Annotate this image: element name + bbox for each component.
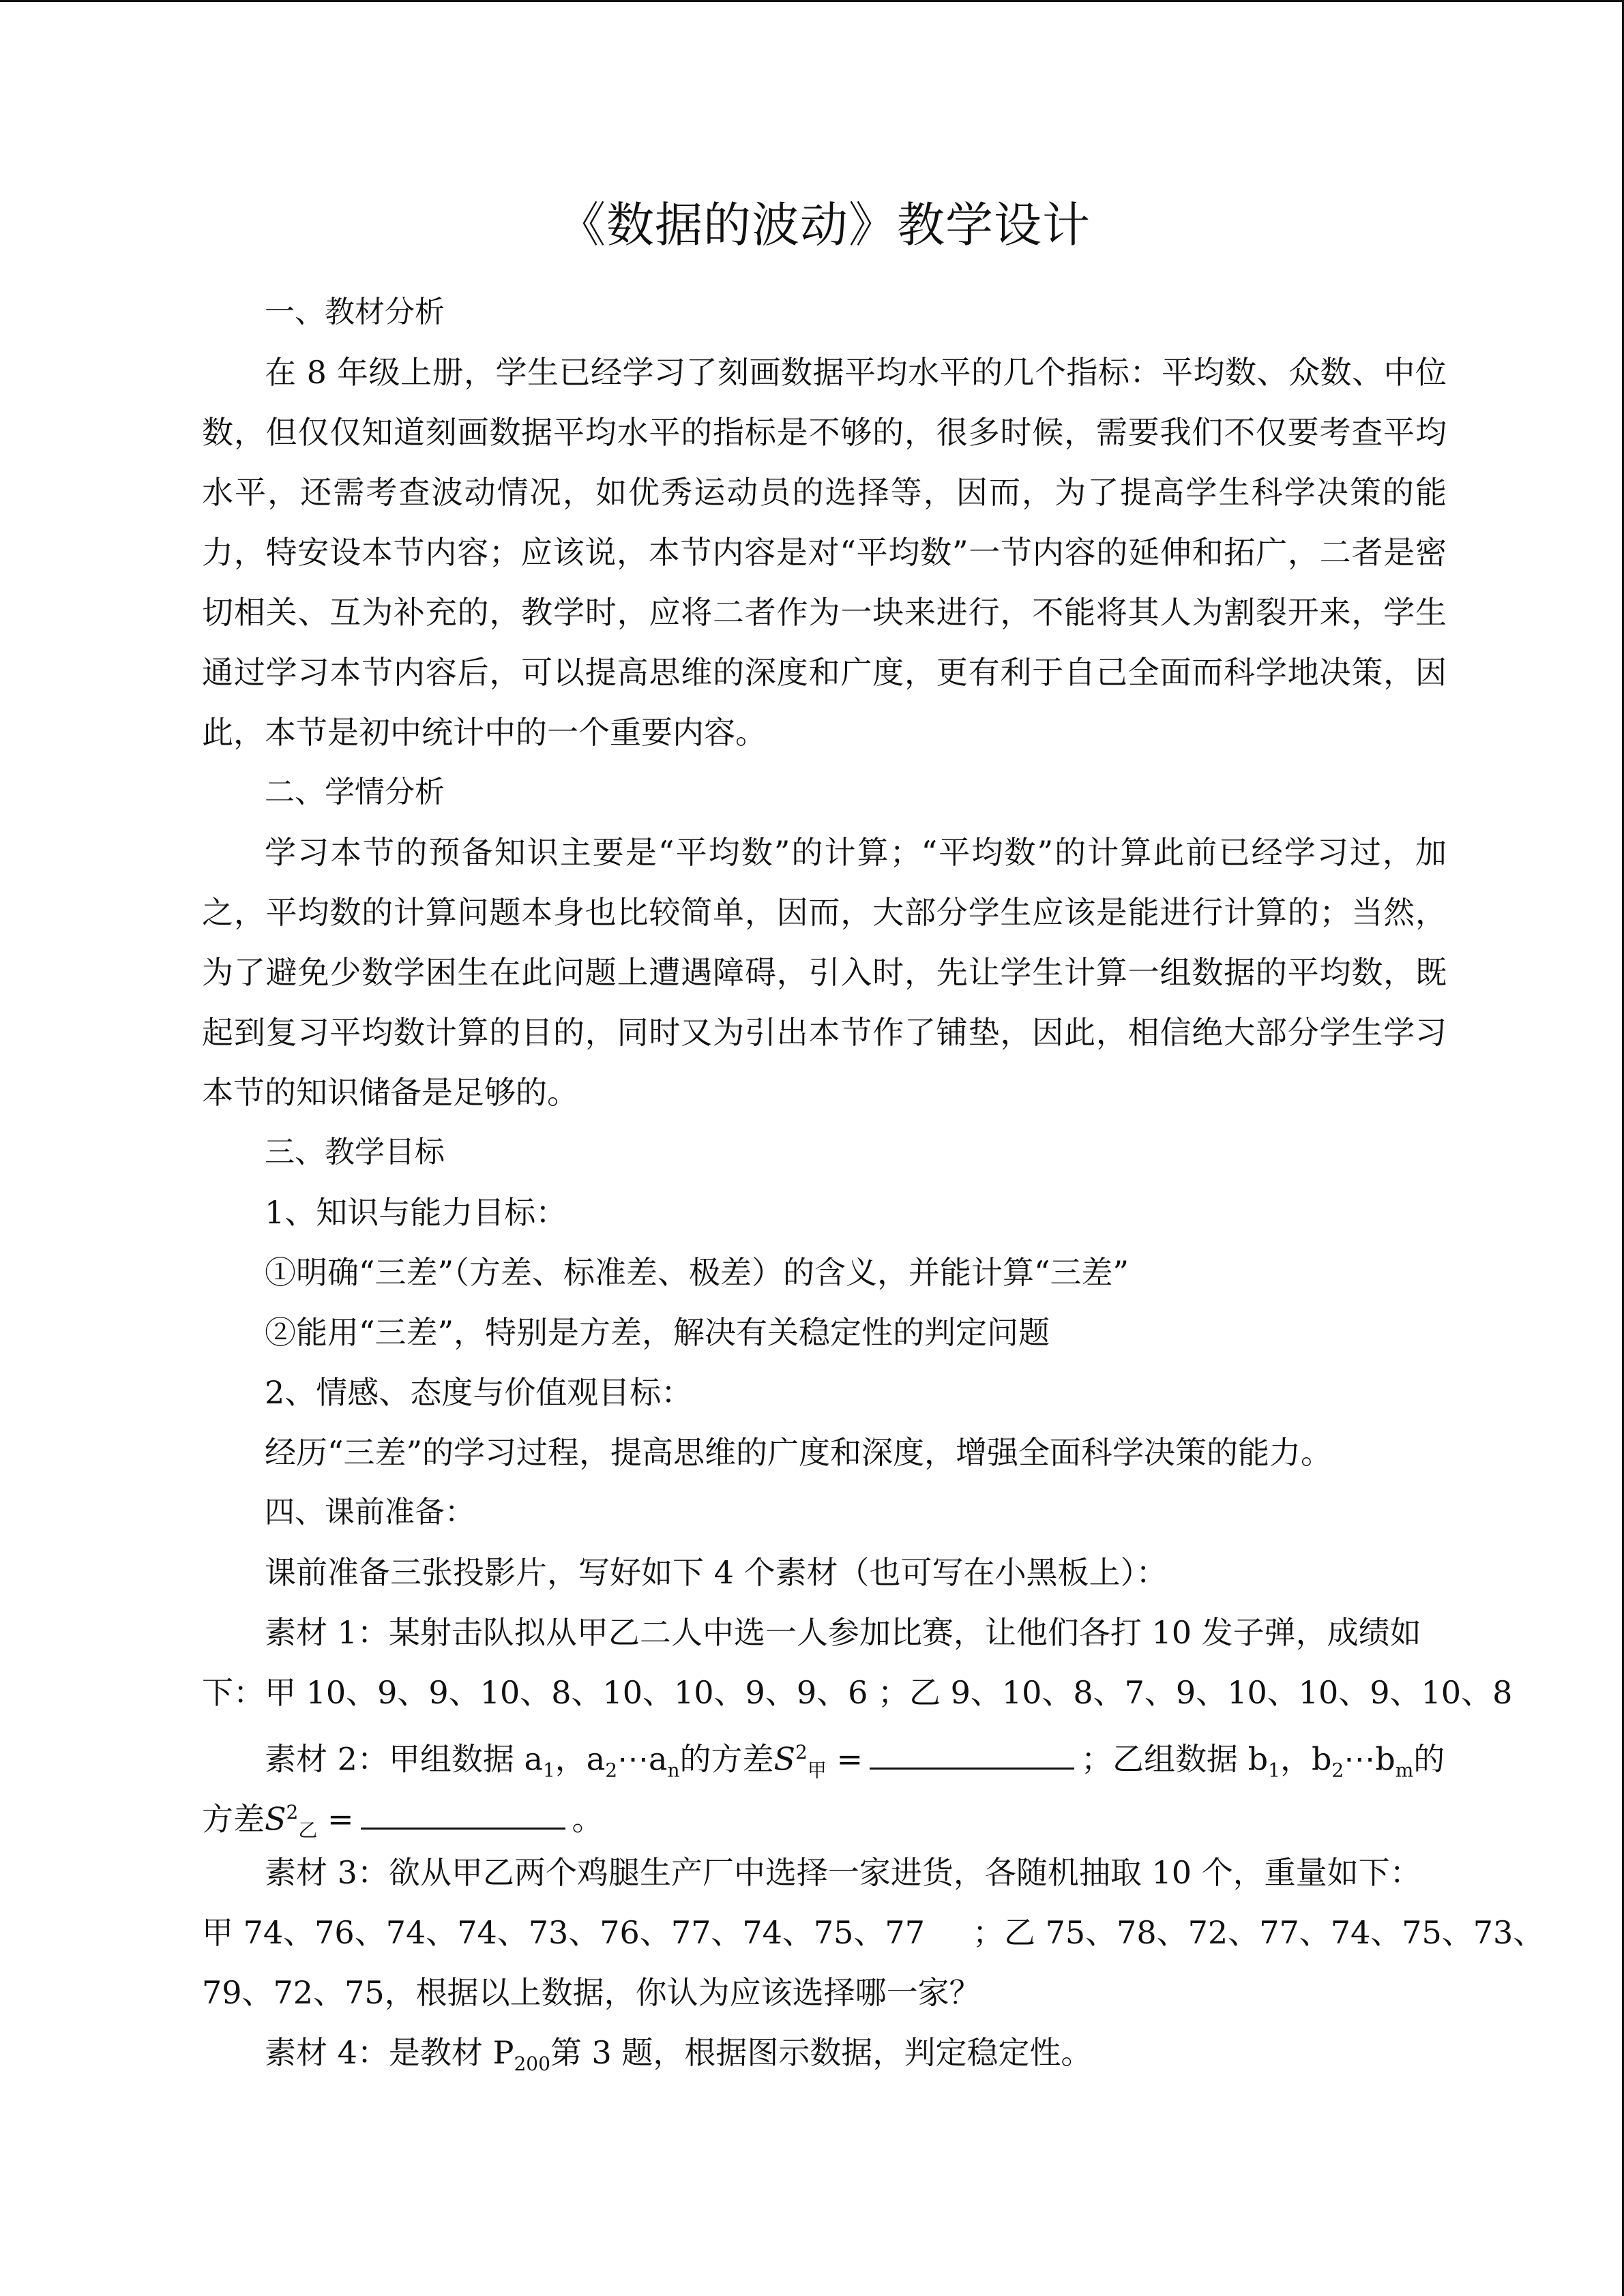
m2-dots2: ⋯b bbox=[1344, 1740, 1396, 1778]
m2-s-sub-yi: 乙 bbox=[298, 1819, 318, 1842]
goal-item-3: 经历“三差”的学习过程，提高思维的广度和深度，增强全面科学决策的能力。 bbox=[265, 1434, 1333, 1471]
m2-variance-label: 的方差 bbox=[679, 1740, 774, 1778]
section-text-student-analysis: 学习本节的预备知识主要是“平均数”的计算；“平均数”的计算此前已经学习过，加之，平均数的计算问题本身也比较简单，因而，大部分学生应该是能进行计算的；当然，为了避免少数学困生在此问题上遭遇障碍，引入时，先让学生计算一组数据的平均数，既起到复习平均数计算的目的，同时又为引出本节作了铺垫，因此，相信绝大部分学生学习本节的知识储备是足够的。 bbox=[202, 834, 1447, 1111]
section-text-textbook-analysis: 在 8 年级上册，学生已经学习了刻画数据平均水平的几个指标：平均数、众数、中位数，但仅仅知道刻画数据平均水平的指标是不够的，很多时候，需要我们不仅要考查平均水平，还需考查波动情况，如优秀运动员的选择等，因而，为了提高学生科学决策的能力，特安设本节内容；应该说，本节内容是对“平均数”一节内容的延伸和拓广，二者是密切相关、互为补充的，教学时，应将二者作为一块来进行，不能将其人为割裂开来，学生通过学习本节内容后，可以提高思维的深度和广度，更有利于自己全面而科学地决策，因此，本节是初中统计中的一个重要内容。 bbox=[202, 354, 1447, 751]
m2-line2-prefix: 方差 bbox=[202, 1800, 265, 1838]
page-title: 《数据的波动》教学设计 bbox=[558, 197, 1091, 253]
m4-suffix: 第 3 题，根据图示数据，判定稳定性。 bbox=[550, 2034, 1093, 2071]
m2-end: 。 bbox=[572, 1800, 604, 1838]
section-heading-student-analysis: 二、学情分析 bbox=[265, 775, 445, 809]
material-4 bbox=[202, 2023, 1447, 2083]
m2-s-symbol-jia: S bbox=[773, 1740, 796, 1778]
m3-yi-data: ；乙 75、78、72、77、74、75、73、 bbox=[972, 1914, 1545, 1951]
m2-an-sub: n bbox=[667, 1759, 680, 1782]
material-3-line-1: 素材 3：欲从甲乙两个鸡腿生产厂中选择一家进货，各随机抽取 10 个，重量如下： bbox=[265, 1854, 1421, 1891]
m3-jia-data: 甲 74、76、74、74、73、76、77、74、75、77 bbox=[202, 1914, 925, 1951]
page-border-top bbox=[0, 0, 1624, 2]
answer-blank-jia[interactable] bbox=[870, 1740, 1074, 1770]
material-2-line-1 bbox=[202, 1723, 1447, 1783]
m2-a2-sub: 2 bbox=[605, 1759, 618, 1782]
m2-s-sub-jia: 甲 bbox=[807, 1759, 827, 1782]
m2-equals-jia: = bbox=[836, 1740, 863, 1778]
m2-b1-sub: 1 bbox=[1268, 1759, 1280, 1782]
m2-equals-yi: = bbox=[327, 1800, 354, 1838]
m2-s-sup-yi: 2 bbox=[286, 1801, 299, 1823]
goal-item-1: ①明确“三差”（方差、标准差、极差）的含义，并能计算“三差” bbox=[265, 1254, 1130, 1291]
document-body bbox=[202, 191, 1545, 2083]
m2-sep: ，a bbox=[555, 1740, 606, 1778]
preparation-intro: 课前准备三张投影片，写好如下 4 个素材（也可写在小黑板上）： bbox=[265, 1554, 1168, 1591]
m2-bm-sub: m bbox=[1395, 1759, 1414, 1782]
m2-a1-sub: 1 bbox=[542, 1759, 555, 1782]
section-heading-preparation: 四、课前准备： bbox=[265, 1495, 475, 1530]
goal-emotion-values: 2、情感、态度与价值观目标： bbox=[265, 1374, 693, 1411]
m2-s-symbol-yi: S bbox=[265, 1800, 286, 1838]
material-1-line-1: 素材 1：某射击队拟从甲乙二人中选一人参加比赛，让他们各打 10 发子弹，成绩如 bbox=[265, 1614, 1421, 1651]
m2-mid: ；乙组数据 b bbox=[1081, 1740, 1269, 1778]
material-3-line-3: 79、72、75，根据以上数据，你认为应该选择哪一家？ bbox=[202, 1974, 981, 2011]
goal-item-2: ②能用“三差”，特别是方差，解决有关稳定性的判定问题 bbox=[265, 1314, 1050, 1351]
m2-prefix: 素材 2：甲组数据 a bbox=[265, 1740, 543, 1778]
m2-dots: ⋯a bbox=[617, 1740, 668, 1778]
section-heading-textbook-analysis: 一、教材分析 bbox=[265, 295, 445, 329]
m2-sep2: ，b bbox=[1280, 1740, 1332, 1778]
goal-knowledge-ability: 1、知识与能力目标： bbox=[265, 1194, 567, 1231]
material-1-line-2: 下：甲 10、9、9、10、8、10、10、9、9、6 ；乙 9、10、8、7、9、10、10、9、10、8 bbox=[202, 1674, 1513, 1711]
material-2-line-2 bbox=[202, 1783, 1447, 1843]
answer-blank-yi[interactable] bbox=[361, 1800, 565, 1830]
m4-page-sub: 200 bbox=[514, 2053, 550, 2076]
m4-prefix: 素材 4：是教材 P bbox=[265, 2034, 514, 2071]
m2-tail: 的 bbox=[1413, 1740, 1445, 1778]
material-3-line-2 bbox=[202, 1903, 1545, 1963]
m2-b2-sub: 2 bbox=[1331, 1759, 1344, 1782]
section-heading-teaching-goals: 三、教学目标 bbox=[265, 1135, 445, 1169]
m2-s-sup-jia: 2 bbox=[795, 1741, 808, 1763]
